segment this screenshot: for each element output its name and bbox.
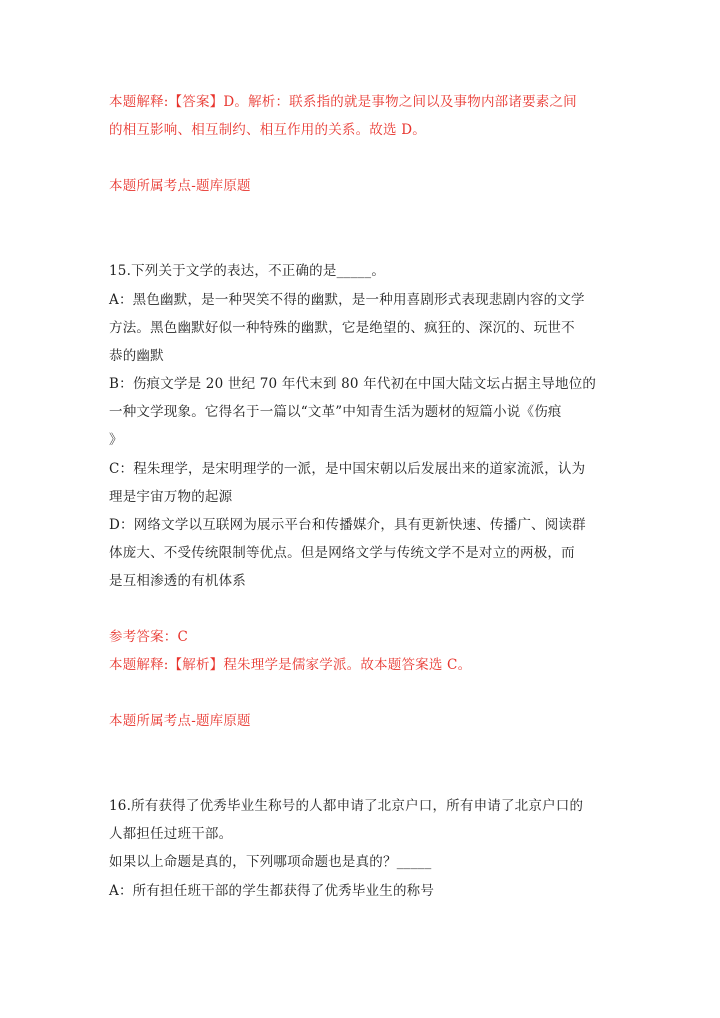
q15-option-a-line-3: 恭的幽默 bbox=[109, 348, 164, 364]
q15-option-b-line-2: 一种文学现象。它得名于一篇以“文革”中知青生活为题材的短篇小说《伤痕 bbox=[109, 404, 562, 420]
q15-option-c-line-2: 理是宇宙万物的起源 bbox=[109, 489, 233, 505]
q14-explanation-line-2: 的相互影响、相互制约、相互作用的关系。故选 D。 bbox=[109, 122, 426, 138]
q15-option-a-line-2: 方法。黑色幽默好似一种特殊的幽默，它是绝望的、疯狂的、深沉的、玩世不 bbox=[109, 320, 575, 336]
q14-topic: 本题所属考点-题库原题 bbox=[109, 178, 251, 194]
q15-option-d-line-2: 体庞大、不受传统限制等优点。但是网络文学与传统文学不是对立的两极，而 bbox=[109, 545, 575, 561]
q16-stem-line-1: 16.所有获得了优秀毕业生称号的人都申请了北京户口，所有申请了北京户口的 bbox=[109, 798, 584, 814]
q15-option-d-line-1: D：网络文学以互联网为展示平台和传播媒介，具有更新快速、传播广、阅读群 bbox=[109, 517, 586, 533]
q15-answer: 参考答案：C bbox=[109, 629, 189, 645]
q15-option-c-line-1: C：程朱理学，是宋明理学的一派，是中国宋朝以后发展出来的道家流派，认为 bbox=[109, 461, 586, 477]
q15-option-b-line-1: B：伤痕文学是 20 世纪 70 年代末到 80 年代初在中国大陆文坛占据主导地位的 bbox=[109, 376, 597, 392]
q15-stem: 15.下列关于文学的表达，不正确的是_____。 bbox=[109, 263, 386, 279]
q15-topic: 本题所属考点-题库原题 bbox=[109, 713, 251, 729]
q15-explanation: 本题解释:【解析】程朱理学是儒家学派。故本题答案选 C。 bbox=[109, 657, 472, 673]
q15-option-a-line-1: A：黑色幽默，是一种哭笑不得的幽默，是一种用喜剧形式表现悲剧内容的文学 bbox=[109, 292, 585, 308]
q16-stem-line-2: 人都担任过班干部。 bbox=[109, 826, 233, 842]
q15-option-d-line-3: 是互相渗透的有机体系 bbox=[109, 573, 246, 589]
q16-stem-line-3: 如果以上命题是真的，下列哪项命题也是真的？_____ bbox=[109, 854, 432, 870]
q16-option-a: A：所有担任班干部的学生都获得了优秀毕业生的称号 bbox=[109, 883, 435, 899]
q14-explanation-line-1: 本题解释:【答案】D。解析：联系指的就是事物之间以及事物内部诸要素之间 bbox=[109, 94, 577, 110]
q15-option-b-line-3: 》 bbox=[109, 432, 123, 448]
